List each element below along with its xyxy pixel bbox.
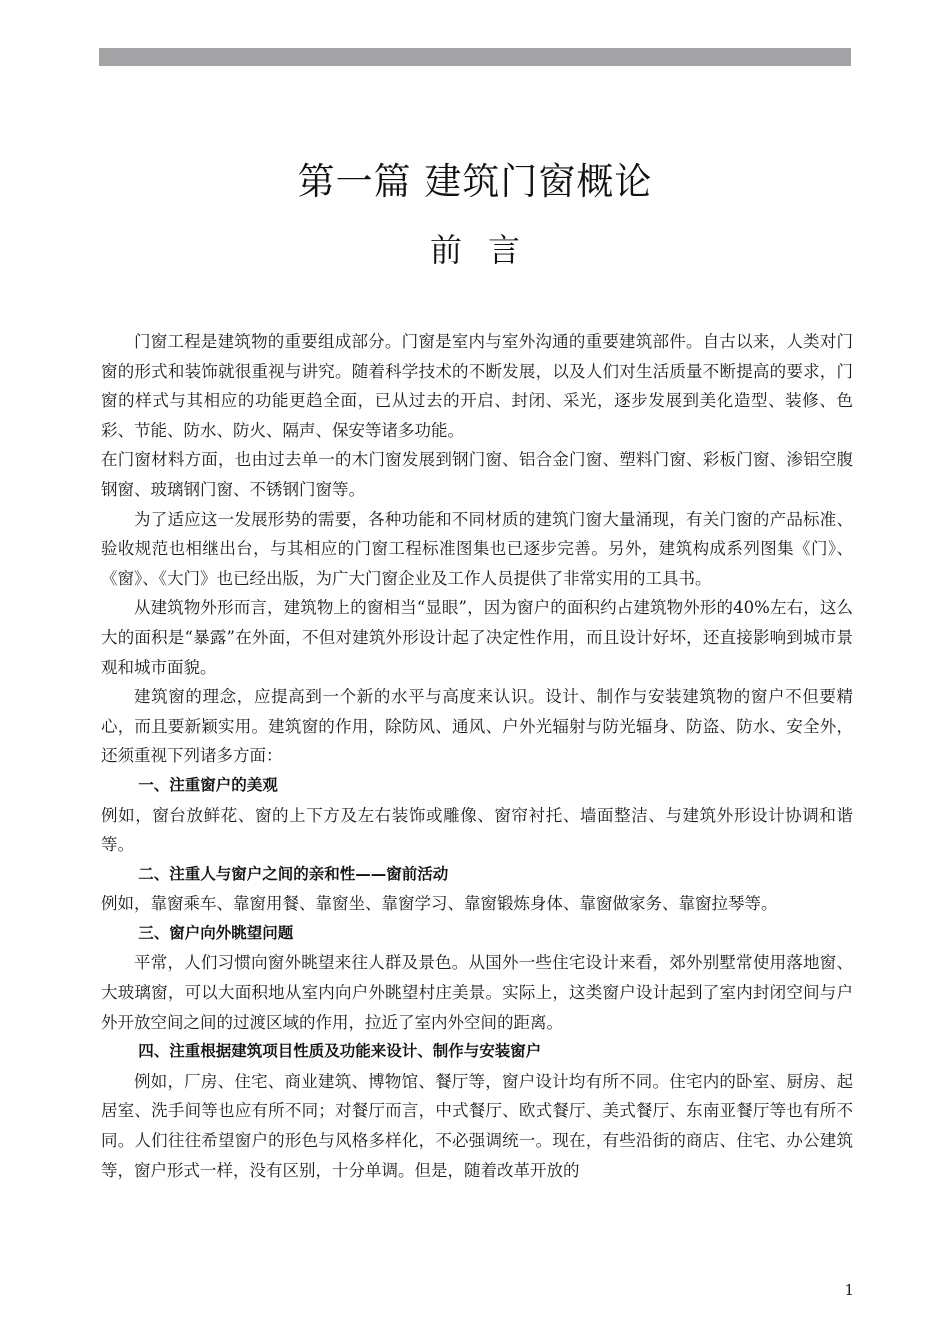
body-text <box>101 327 853 1185</box>
section-title: 前言 <box>429 231 546 269</box>
section-text: 平常，人们习惯向窗外眺望来往人群及景色。从国外一些住宅设计来看，郊外别墅常使用落地窗、大玻璃窗，可以大面积地从室内向户外眺望村庄美景。实际上，这类窗户设计起到了室内封闭空间与户外开放空间之间的过渡区域的作用，拉近了室内外空间的距离。 <box>101 953 853 1032</box>
paragraph: 在门窗材料方面，也由过去单一的木门窗发展到钢门窗、铝合金门窗、塑料门窗、彩板门窗、渗铝空腹钢窗、玻璃钢门窗、不锈钢门窗等。 <box>101 450 853 499</box>
paragraph: 建筑窗的理念，应提高到一个新的水平与高度来认识。设计、制作与安装建筑物的窗户不但要精心，而且要新颖实用。建筑窗的作用，除防风、通风、户外光辐射与防光辐身、防盗、防水、安全外，还须重视下列诸多方面： <box>101 687 853 766</box>
section-heading: 二、注重人与窗户之间的亲和性——窗前活动 <box>138 864 449 883</box>
section-text: 例如，厂房、住宅、商业建筑、博物馆、餐厅等，窗户设计均有所不同。住宅内的卧室、厨房、起居室、洗手间等也应有所不同；对餐厅而言，中式餐厅、欧式餐厅、美式餐厅、东南亚餐厅等也有所不同。人们往往希望窗户的形色与风格多样化，不必强调统一。现在，有些沿街的商店、住宅、办公建筑等，窗户形式一样，没有区别，十分单调。但是，随着改革开放的 <box>101 1071 853 1180</box>
paragraph: 从建筑物外形而言，建筑物上的窗相当“显眼”，因为窗户的面积约占建筑物外形的40%左右，这么大的面积是“暴露”在外面，不但对建筑外形设计起了决定性作用，而且设计好坏，还直接影响到城市景观和城市面貌。 <box>101 598 853 677</box>
paragraph: 为了适应这一发展形势的需要，各种功能和不同材质的建筑门窗大量涌现，有关门窗的产品标准、验收规范也相继出台，与其相应的门窗工程标准图集也已逐步完善。另外，建筑构成系列图集《门》、《窗》、《大门》也已经出版，为广大门窗企业及工作人员提供了非常实用的工具书。 <box>101 509 853 588</box>
page-number: 1 <box>844 1281 854 1299</box>
section-text: 例如，窗台放鲜花、窗的上下方及左右装饰或雕像、窗帘衬托、墙面整洁、与建筑外形设计协调和谐等。 <box>101 805 853 855</box>
section-heading: 一、注重窗户的美观 <box>138 775 278 794</box>
header-bar <box>99 48 851 66</box>
part-title: 第一篇 建筑门窗概论 <box>297 160 653 203</box>
section-heading: 四、注重根据建筑项目性质及功能来设计、制作与安装窗户 <box>138 1042 542 1061</box>
section-text: 例如，靠窗乘车、靠窗用餐、靠窗坐、靠窗学习、靠窗锻炼身体、靠窗做家务、靠窗拉琴等。 <box>101 894 778 914</box>
section-heading: 三、窗户向外眺望问题 <box>138 923 294 942</box>
paragraph: 门窗工程是建筑物的重要组成部分。门窗是室内与室外沟通的重要建筑部件。自古以来，人类对门窗的形式和装饰就很重视与讲究。随着科学技术的不断发展，以及人们对生活质量不断提高的要求，门窗的样式与其相应的功能更趋全面，已从过去的开启、封闭、采光，逐步发展到美化造型、装修、色彩、节能、防水、防火、隔声、保安等诸多功能。 <box>101 332 853 440</box>
